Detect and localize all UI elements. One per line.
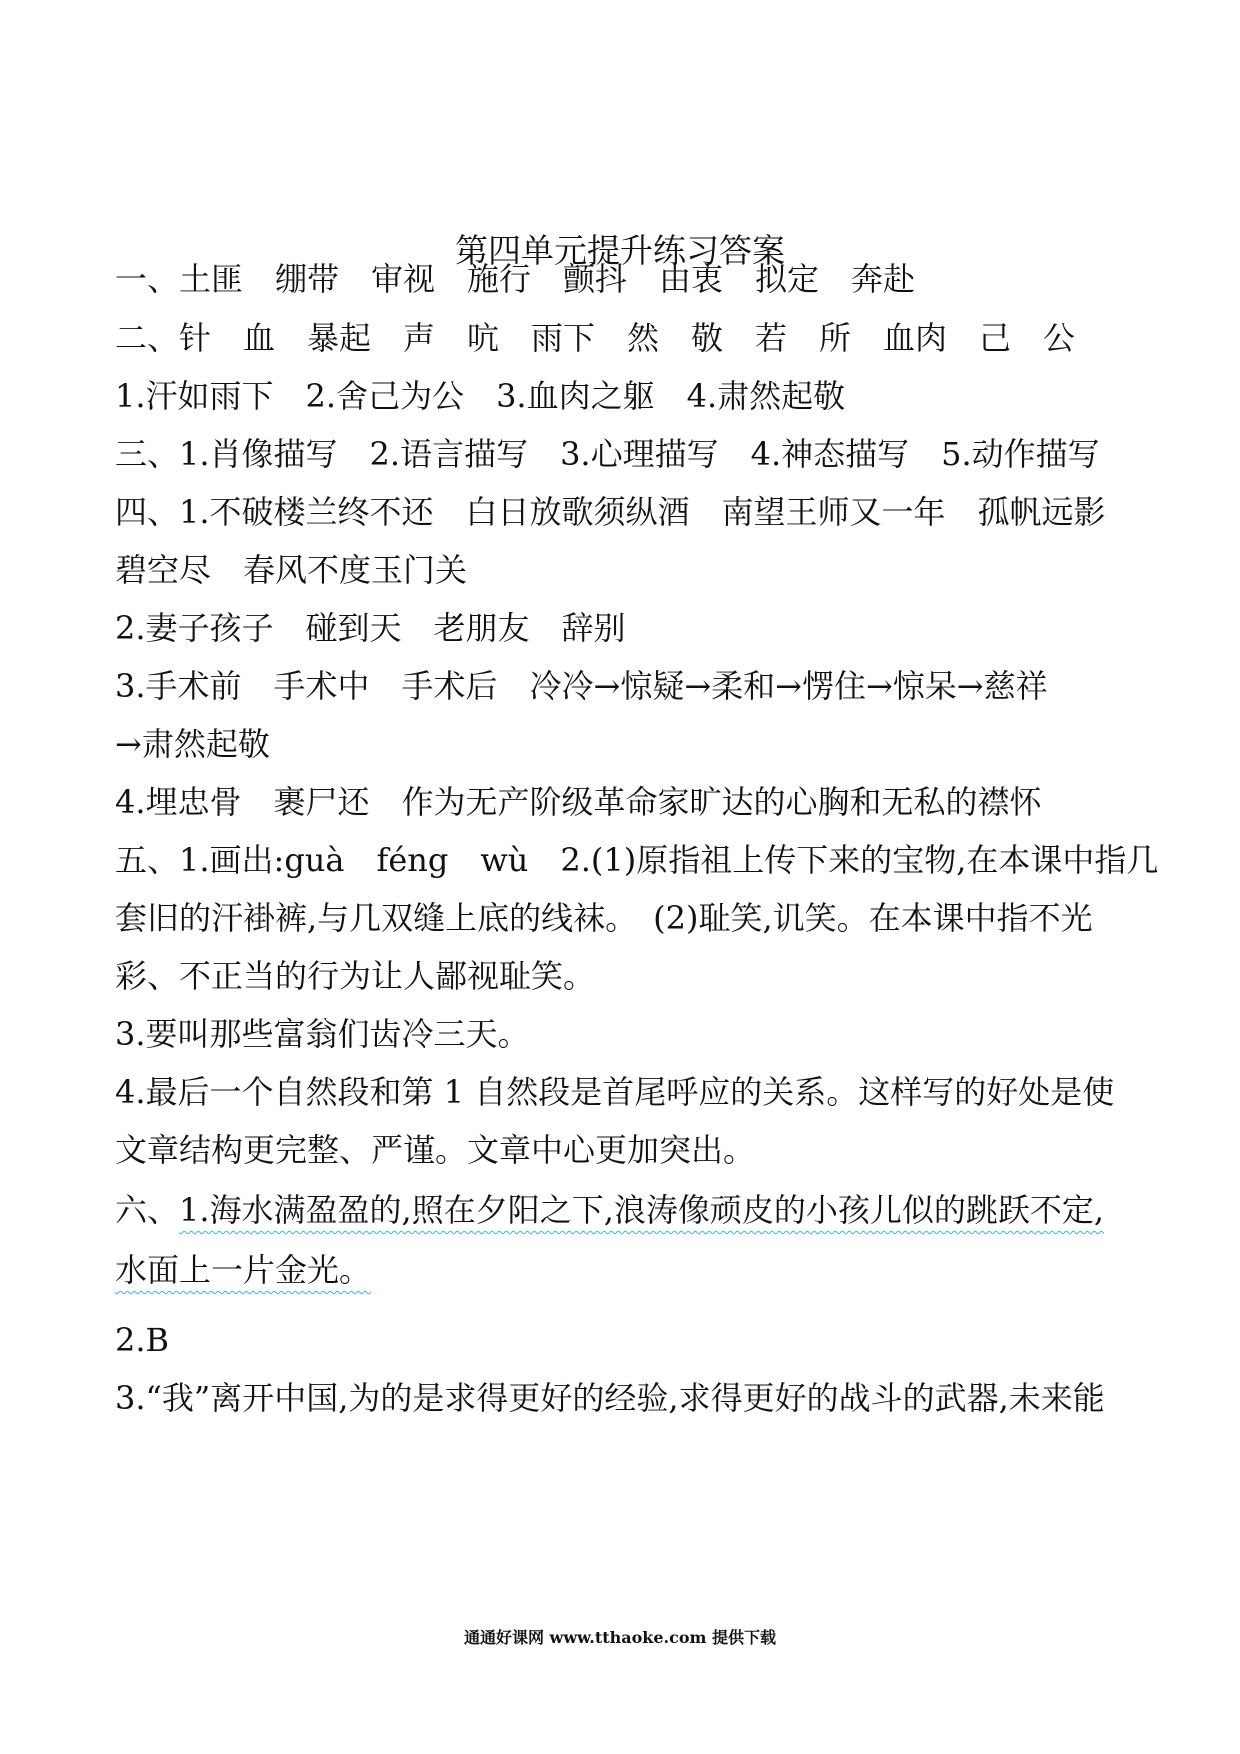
answer-line: 彩、不正当的行为让人鄙视耻笑。 [115, 957, 596, 995]
answer-line: 2.妻子孩子 碰到天 老朋友 辞别 [115, 609, 626, 647]
section-six-prefix: 六、 [115, 1191, 180, 1229]
answer-line: 三、1.肖像描写 2.语言描写 3.心理描写 4.神态描写 5.动作描写 [115, 435, 1100, 473]
answer-line: 一、土匪 绷带 审视 施行 颤抖 由衷 拟定 奔赴 [115, 260, 916, 298]
answer-line: 套旧的汗褂裤,与几双缝上底的线袜。 (2)耻笑,讥笑。在本课中指不光 [115, 899, 1093, 937]
page-title: 第四单元提升练习答案 [455, 231, 785, 270]
answer-line: 碧空尽 春风不度玉门关 [115, 551, 468, 589]
answer-line: 3.手术前 手术中 手术后 冷冷→惊疑→柔和→愣住→惊呆→慈祥 [115, 667, 1048, 705]
answer-line: 1.汗如雨下 2.舍己为公 3.血肉之躯 4.肃然起敬 [115, 377, 846, 415]
answer-line: 4.埋忠骨 裹尸还 作为无产阶级革命家旷达的心胸和无私的襟怀 [115, 783, 1042, 821]
answer-line: 2.B [115, 1321, 170, 1359]
answer-line: 五、1.画出:guà féng wù 2.(1)原指祖上传下来的宝物,在本课中指几 [115, 841, 1159, 879]
footer-download-note: 通通好课网 www.tthaoke.com 提供下载 [463, 1628, 777, 1647]
answer-line: 文章结构更完整、严谨。文章中心更加突出。 [115, 1131, 756, 1169]
answer-line: 3.要叫那些富翁们齿冷三天。 [115, 1015, 530, 1053]
answer-line: →肃然起敬 [115, 725, 270, 763]
wavy-underlined-sentence: 水面上一片金光。 [115, 1251, 372, 1289]
answer-line: 四、1.不破楼兰终不还 白日放歌须纵酒 南望王师又一年 孤帆远影 [115, 493, 1106, 531]
answer-line: 二、针 血 暴起 声 吭 雨下 然 敬 若 所 血肉 己 公 [115, 319, 1076, 357]
answer-line-six [115, 1190, 1130, 1230]
wavy-underlined-sentence: 1.海水满盈盈的,照在夕阳之下,浪涛像顽皮的小孩儿似的跳跃不定, [179, 1191, 1105, 1229]
answer-line: 4.最后一个自然段和第 1 自然段是首尾呼应的关系。这样写的好处是使 [115, 1073, 1115, 1111]
answer-line: 3.“我”离开中国,为的是求得更好的经验,求得更好的战斗的武器,未来能 [115, 1379, 1105, 1417]
answer-line-six-cont [115, 1250, 1130, 1290]
